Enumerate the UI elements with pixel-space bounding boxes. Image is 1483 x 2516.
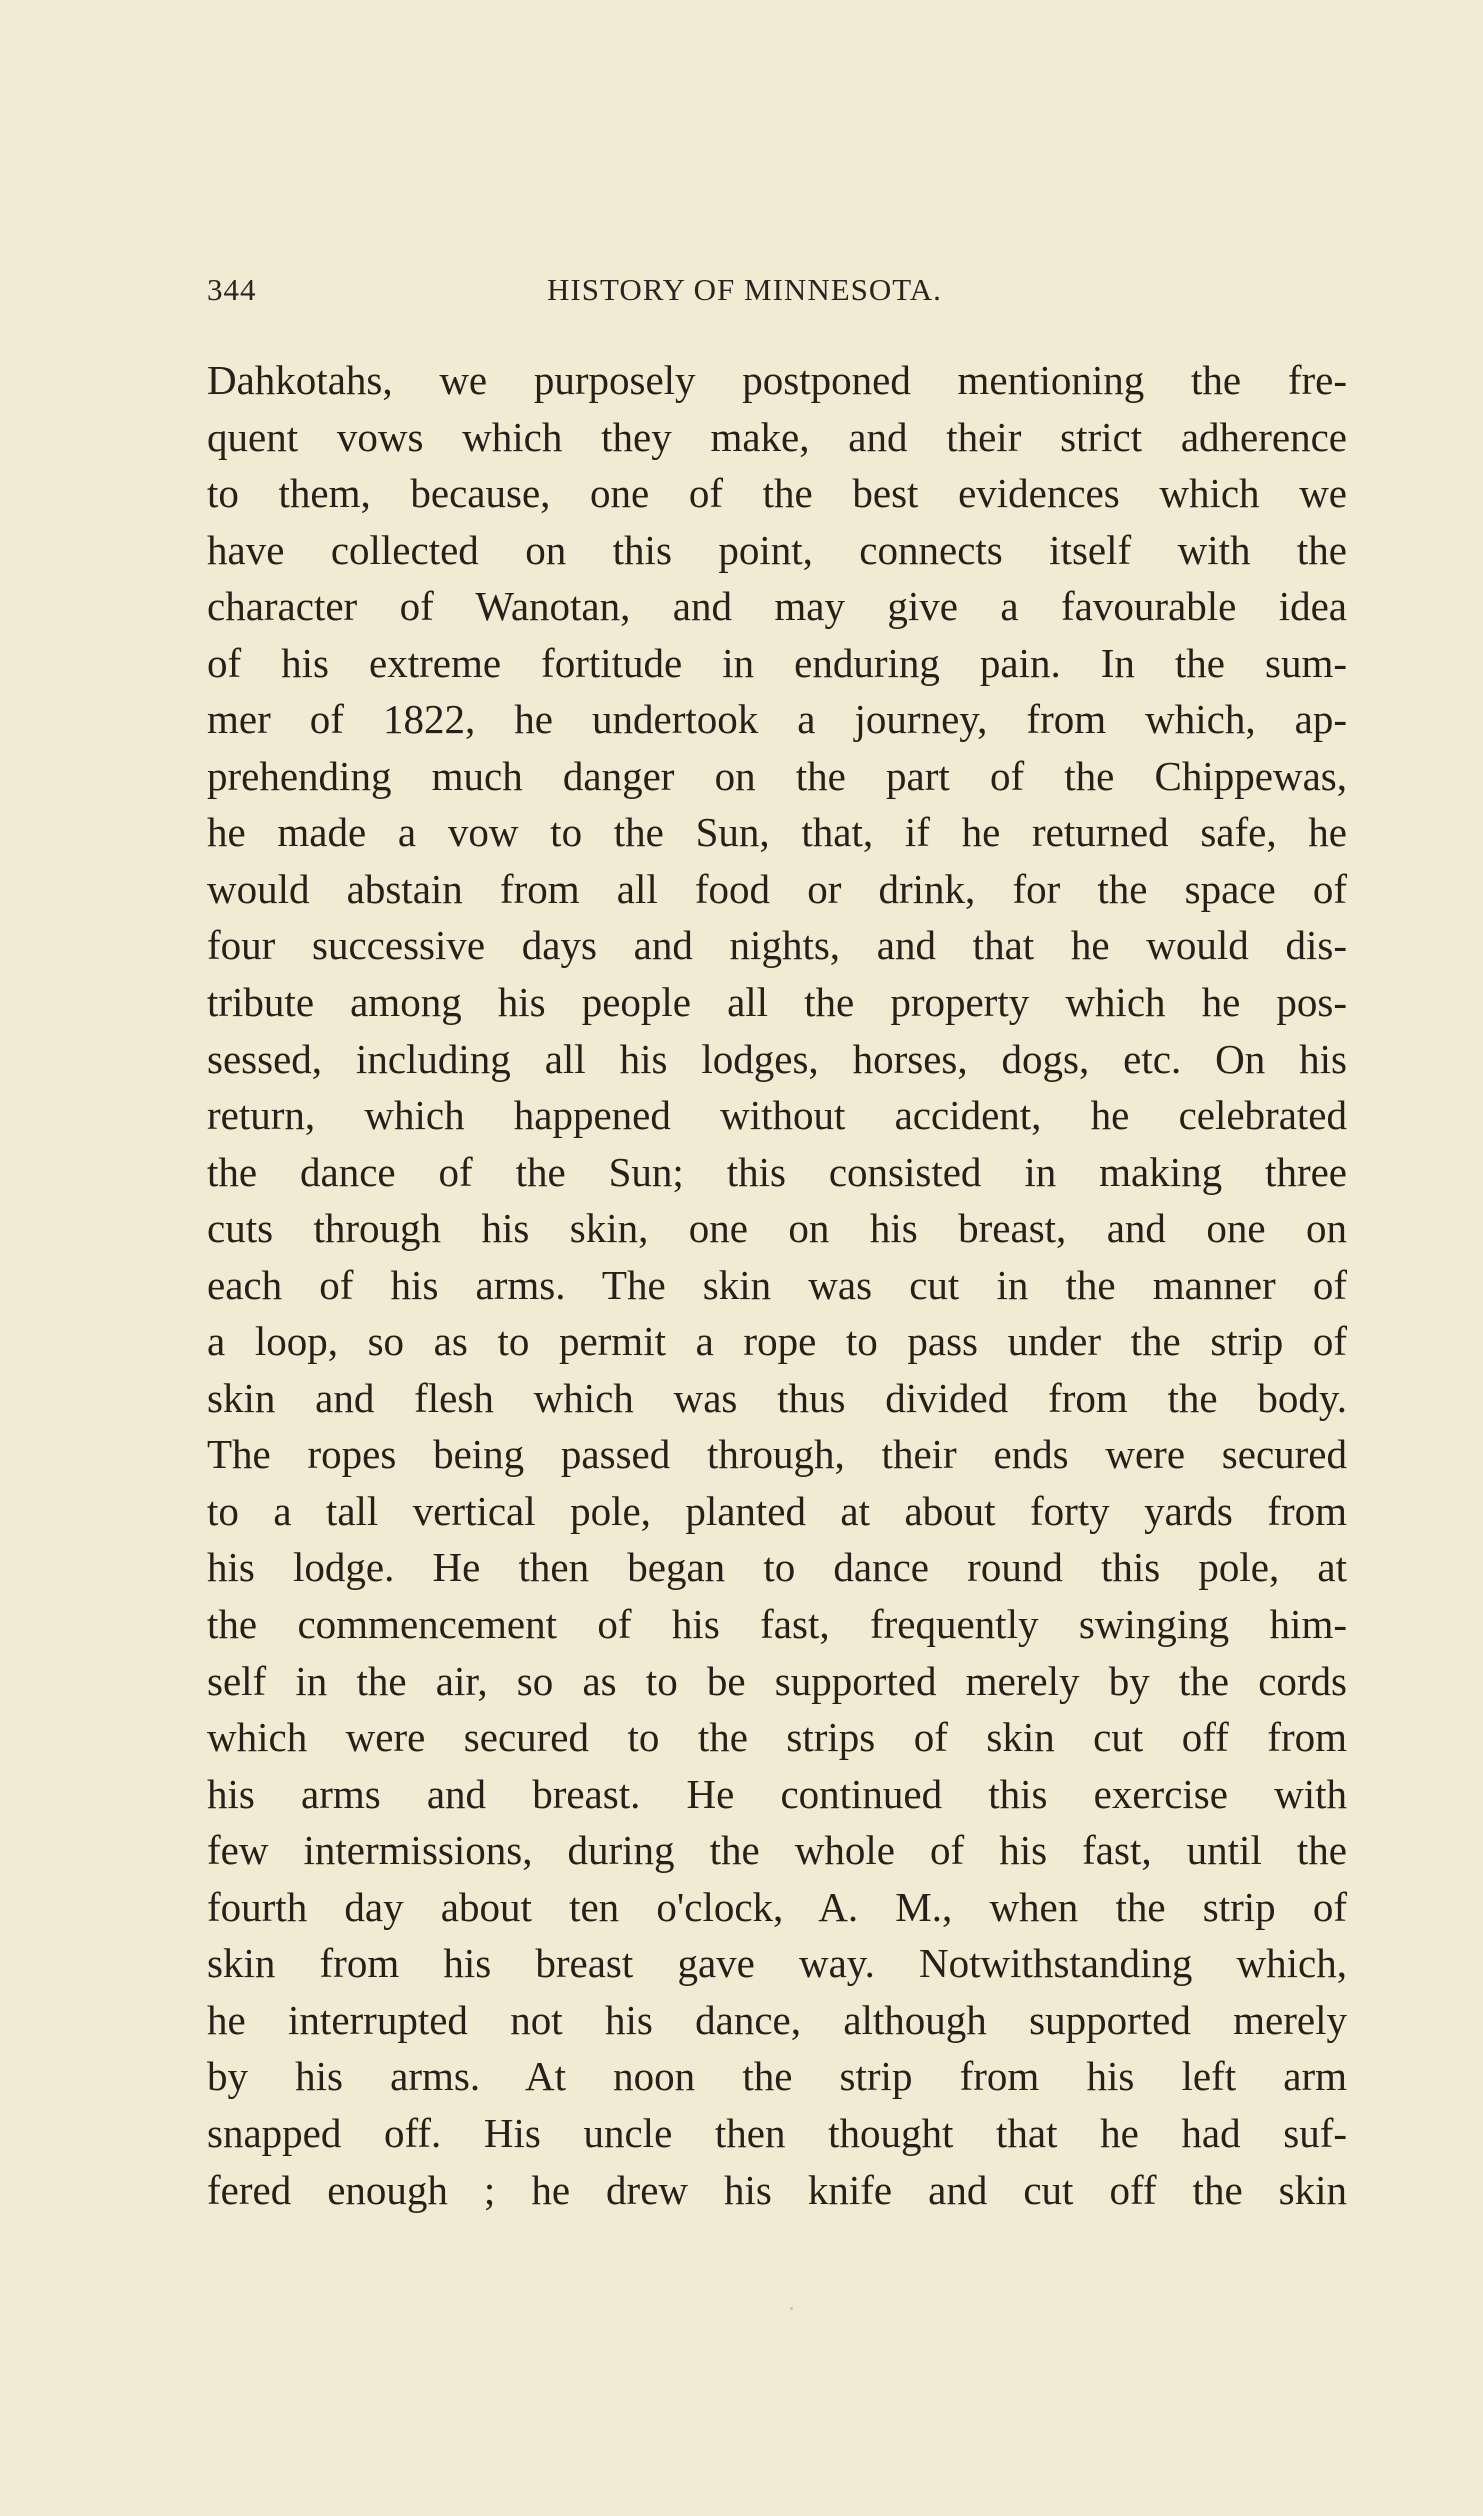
page-number: 344 bbox=[207, 272, 257, 307]
text-line: snapped off. His uncle then thought that he had suf- bbox=[207, 2109, 1347, 2156]
text-line: to them, because, one of the best evidences which we bbox=[207, 470, 1347, 517]
text-line: skin and flesh which was thus divided from the body. bbox=[207, 1374, 1347, 1421]
text-line: cuts through his skin, one on his breast, and one on bbox=[207, 1205, 1347, 1252]
text-line: the dance of the Sun; this consisted in making three bbox=[207, 1148, 1347, 1195]
text-line: have collected on this point, connects itself with the bbox=[207, 526, 1347, 573]
text-line: his arms and breast. He continued this exercise with bbox=[207, 1770, 1347, 1817]
text-line: return, which happened without accident, he celebrated bbox=[207, 1092, 1347, 1139]
text-line: each of his arms. The skin was cut in the manner of bbox=[207, 1261, 1347, 1308]
text-line: of his extreme fortitude in enduring pain. In the sum- bbox=[207, 639, 1347, 686]
text-line: skin from his breast gave way. Notwithstanding which, bbox=[207, 1940, 1347, 1987]
text-line: which were secured to the strips of skin cut off from bbox=[207, 1714, 1347, 1761]
text-line: by his arms. At noon the strip from his left arm bbox=[207, 2053, 1347, 2100]
text-line: few intermissions, during the whole of his fast, until the bbox=[207, 1827, 1347, 1874]
text-line: fered enough ; he drew his knife and cut off the skin bbox=[207, 2166, 1347, 2213]
text-line: Dahkotahs, we purposely postponed mentioning the fre- bbox=[207, 357, 1347, 403]
text-line: mer of 1822, he undertook a journey, from which, ap- bbox=[207, 696, 1347, 743]
running-title: HISTORY OF MINNESOTA. bbox=[547, 272, 942, 307]
text-line: prehending much danger on the part of the Chippewas, bbox=[207, 752, 1347, 799]
body-text bbox=[207, 352, 1347, 2218]
text-line: would abstain from all food or drink, for the space of bbox=[207, 865, 1347, 912]
text-line: sessed, including all his lodges, horses, dogs, etc. On his bbox=[207, 1035, 1347, 1082]
text-line: character of Wanotan, and may give a favourable idea bbox=[207, 583, 1347, 630]
text-line: a loop, so as to permit a rope to pass under the strip of bbox=[207, 1318, 1347, 1365]
text-line: he interrupted not his dance, although supported merely bbox=[207, 1996, 1347, 2043]
text-line: self in the air, so as to be supported merely by the cords bbox=[207, 1657, 1347, 1704]
text-line: fourth day about ten o'clock, A. M., when the strip of bbox=[207, 1883, 1347, 1930]
text-line: quent vows which they make, and their strict adherence bbox=[207, 413, 1347, 460]
text-line: to a tall vertical pole, planted at about forty yards from bbox=[207, 1487, 1347, 1534]
paper-speck bbox=[790, 2307, 793, 2310]
text-line: he made a vow to the Sun, that, if he returned safe, he bbox=[207, 809, 1347, 856]
text-line: his lodge. He then began to dance round this pole, at bbox=[207, 1544, 1347, 1591]
running-head bbox=[207, 272, 1347, 322]
text-line: The ropes being passed through, their ends were secured bbox=[207, 1431, 1347, 1478]
text-line: four successive days and nights, and that he would dis- bbox=[207, 922, 1347, 969]
text-line: tribute among his people all the property which he pos- bbox=[207, 979, 1347, 1026]
text-line: the commencement of his fast, frequently swinging him- bbox=[207, 1601, 1347, 1648]
